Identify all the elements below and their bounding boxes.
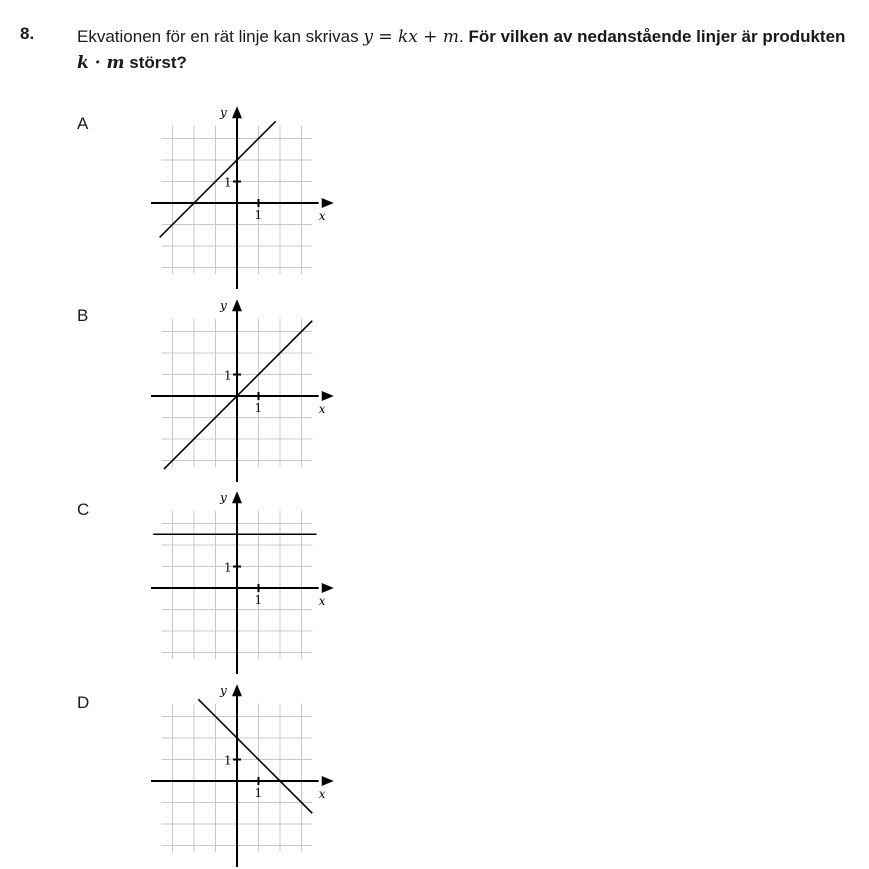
- option-label-a[interactable]: A: [77, 114, 89, 133]
- x-tick-label: 1: [254, 593, 263, 607]
- x-tick-label: 1: [254, 786, 263, 800]
- y-arrow-icon: [232, 299, 242, 311]
- question-equation: y = kx + m: [363, 27, 460, 47]
- y-arrow-icon: [232, 491, 242, 503]
- question-product: k · m: [77, 53, 125, 73]
- option-label-d[interactable]: D: [77, 693, 90, 712]
- option-label-c[interactable]: C: [77, 500, 90, 519]
- x-tick-label: 1: [254, 208, 263, 222]
- question-number: 8.: [20, 24, 35, 43]
- y-tick-label: 1: [224, 175, 232, 190]
- question-bold-2: störst?: [124, 53, 187, 72]
- graph-b: [150, 298, 335, 483]
- y-arrow-icon: [232, 106, 242, 118]
- option-label-b[interactable]: B: [77, 306, 89, 325]
- x-arrow-icon: [322, 198, 334, 208]
- x-axis-label: x: [318, 209, 326, 223]
- graph-c: [150, 490, 335, 675]
- x-axis-label: x: [318, 594, 326, 608]
- question-text: [77, 24, 857, 76]
- y-axis-label: y: [220, 298, 227, 313]
- x-tick-label: 1: [254, 401, 263, 415]
- y-arrow-icon: [232, 684, 242, 696]
- line-b: [164, 321, 312, 469]
- graph-a: [150, 105, 335, 290]
- graph-d: [150, 683, 335, 868]
- x-axis-label: x: [318, 787, 326, 801]
- y-tick-label: 1: [224, 753, 232, 768]
- x-axis-label: x: [318, 402, 326, 416]
- y-axis-label: y: [220, 683, 227, 698]
- question-bold-1: För vilken av nedanstående linjer är produkten: [468, 27, 846, 46]
- question-intro: Ekvationen för en rät linje kan skrivas: [77, 27, 364, 46]
- y-axis-label: y: [220, 490, 227, 505]
- y-axis-label: y: [220, 105, 227, 120]
- question-period: .: [459, 27, 469, 46]
- y-tick-label: 1: [224, 560, 232, 575]
- x-arrow-icon: [322, 583, 334, 593]
- y-tick-label: 1: [224, 368, 232, 383]
- x-arrow-icon: [322, 391, 334, 401]
- x-arrow-icon: [322, 776, 334, 786]
